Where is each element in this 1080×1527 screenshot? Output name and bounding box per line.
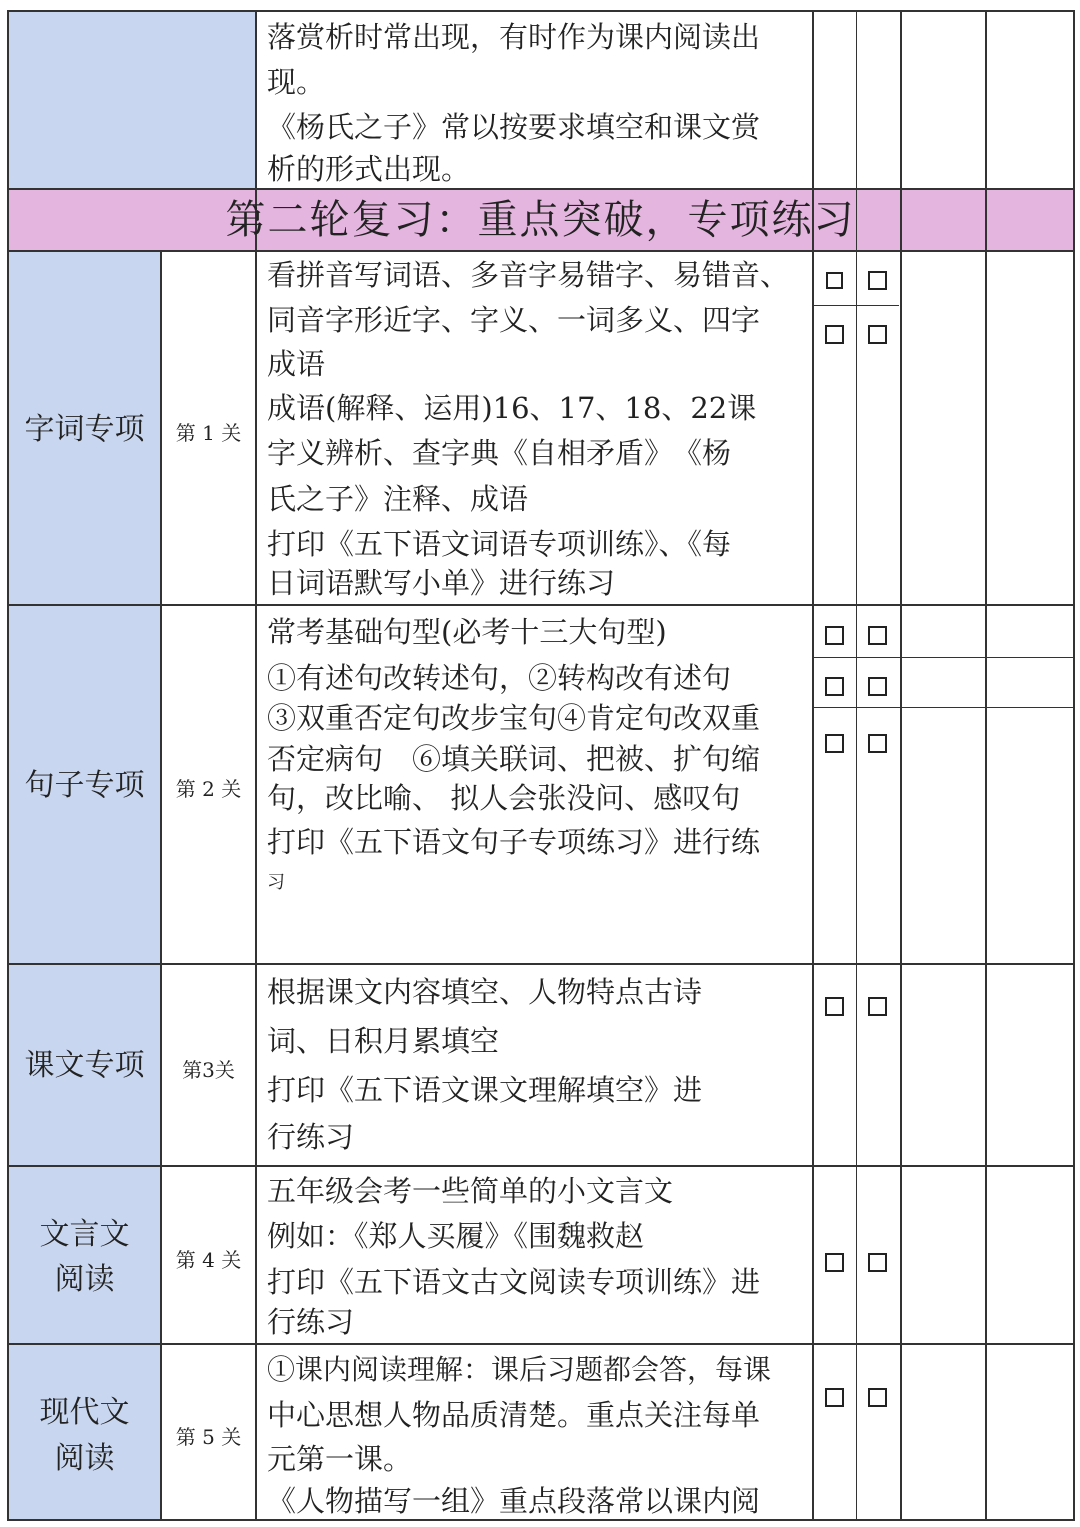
item-line: 同音字形近字、字义、一词多义、四字 — [267, 303, 761, 337]
top-row-line: 《杨氏之子》常以按要求填空和课文赏 — [267, 110, 761, 144]
checkbox[interactable] — [825, 734, 844, 753]
item-line: ①课内阅读理解：课后习题都会答，每课 — [267, 1353, 772, 1386]
item-line: 看拼音写词语、多音字易错字、易错音、 — [267, 258, 790, 292]
item-line: ①有述句改转述句，②转构改有述句 — [267, 661, 732, 695]
item-line: 打印《五下语文词语专项训练》、《每 — [267, 527, 732, 561]
item-line: 否定病句 ⑥填关联词、把被、扩句缩 — [267, 742, 761, 776]
top-row-line: 现。 — [267, 65, 326, 99]
category-label-line1: 现代文 — [39, 1395, 130, 1430]
section-title: 第二轮复习：重点突破，专项练习 — [225, 197, 856, 243]
checkbox[interactable] — [868, 1388, 887, 1407]
checkbox[interactable] — [826, 272, 843, 289]
checkbox[interactable] — [868, 734, 887, 753]
level-label: 第 4 关 — [175, 1248, 242, 1272]
item-line: 日词语默写小单》进行练习 — [267, 566, 616, 600]
item-line: 行练习 — [267, 1305, 355, 1339]
category-label-line1: 文言文 — [39, 1217, 130, 1252]
item-line: 根据课文内容填空、人物特点古诗 — [267, 975, 703, 1009]
top-row-line: 落赏析时常出现，有时作为课内阅读出 — [267, 20, 761, 54]
item-line: ③双重否定句改步宝句④肯定句改双重 — [267, 701, 761, 735]
checkbox[interactable] — [868, 997, 887, 1016]
checkbox[interactable] — [868, 677, 887, 696]
checkbox[interactable] — [825, 677, 844, 696]
top-row-line: 析的形式出现。 — [267, 152, 471, 186]
item-line: 词、日积月累填空 — [267, 1024, 500, 1058]
category-label: 句子专项 — [24, 768, 145, 803]
item-line: 成语(解释、运用)16、17、18、22课 — [267, 391, 757, 425]
category-label-line2: 阅读 — [54, 1441, 115, 1476]
checkbox[interactable] — [868, 626, 887, 645]
item-line: 句，改比喻、 拟人会张没问、感叹句 — [267, 781, 741, 815]
item-line: 常考基础句型(必考十三大句型) — [267, 615, 667, 649]
category-label: 字词专项 — [24, 412, 145, 447]
item-line: 打印《五下语文古文阅读专项训练》进 — [267, 1265, 761, 1299]
level-label: 第3关 — [182, 1058, 235, 1082]
item-line: 中心思想人物品质清楚。重点关注每单 — [267, 1398, 761, 1432]
item-line: 行练习 — [267, 1120, 355, 1154]
item-line: 成语 — [267, 347, 326, 381]
level-label: 第 1 关 — [175, 421, 242, 445]
checkbox[interactable] — [868, 271, 887, 290]
item-line: 习 — [267, 872, 285, 893]
category-label: 课文专项 — [24, 1048, 145, 1083]
item-line: 打印《五下语文句子专项练习》进行练 — [267, 825, 761, 859]
item-line: 氏之子》注释、成语 — [267, 482, 529, 516]
item-line: 五年级会考一些简单的小文言文 — [267, 1174, 674, 1208]
item-line: 字义辨析、查字典《自相矛盾》 《杨 — [267, 436, 732, 470]
level-label: 第 2 关 — [175, 777, 242, 801]
checkbox[interactable] — [868, 325, 887, 344]
item-line: 《人物描写一组》重点段落常以课内阅 — [267, 1484, 761, 1518]
item-line: 元第一课。 — [267, 1442, 413, 1476]
checkbox[interactable] — [825, 325, 844, 344]
category-label-line2: 阅读 — [54, 1262, 115, 1297]
checkbox[interactable] — [825, 1253, 844, 1272]
category-column-top — [7, 10, 256, 188]
level-label: 第 5 关 — [175, 1425, 242, 1449]
checkbox[interactable] — [868, 1253, 887, 1272]
item-line: 例如：《郑人买履》《围魏救赵 — [267, 1219, 645, 1253]
item-line: 打印《五下语文课文理解填空》进 — [267, 1073, 703, 1107]
checkbox[interactable] — [825, 626, 844, 645]
checkbox[interactable] — [825, 997, 844, 1016]
checkbox[interactable] — [825, 1388, 844, 1407]
